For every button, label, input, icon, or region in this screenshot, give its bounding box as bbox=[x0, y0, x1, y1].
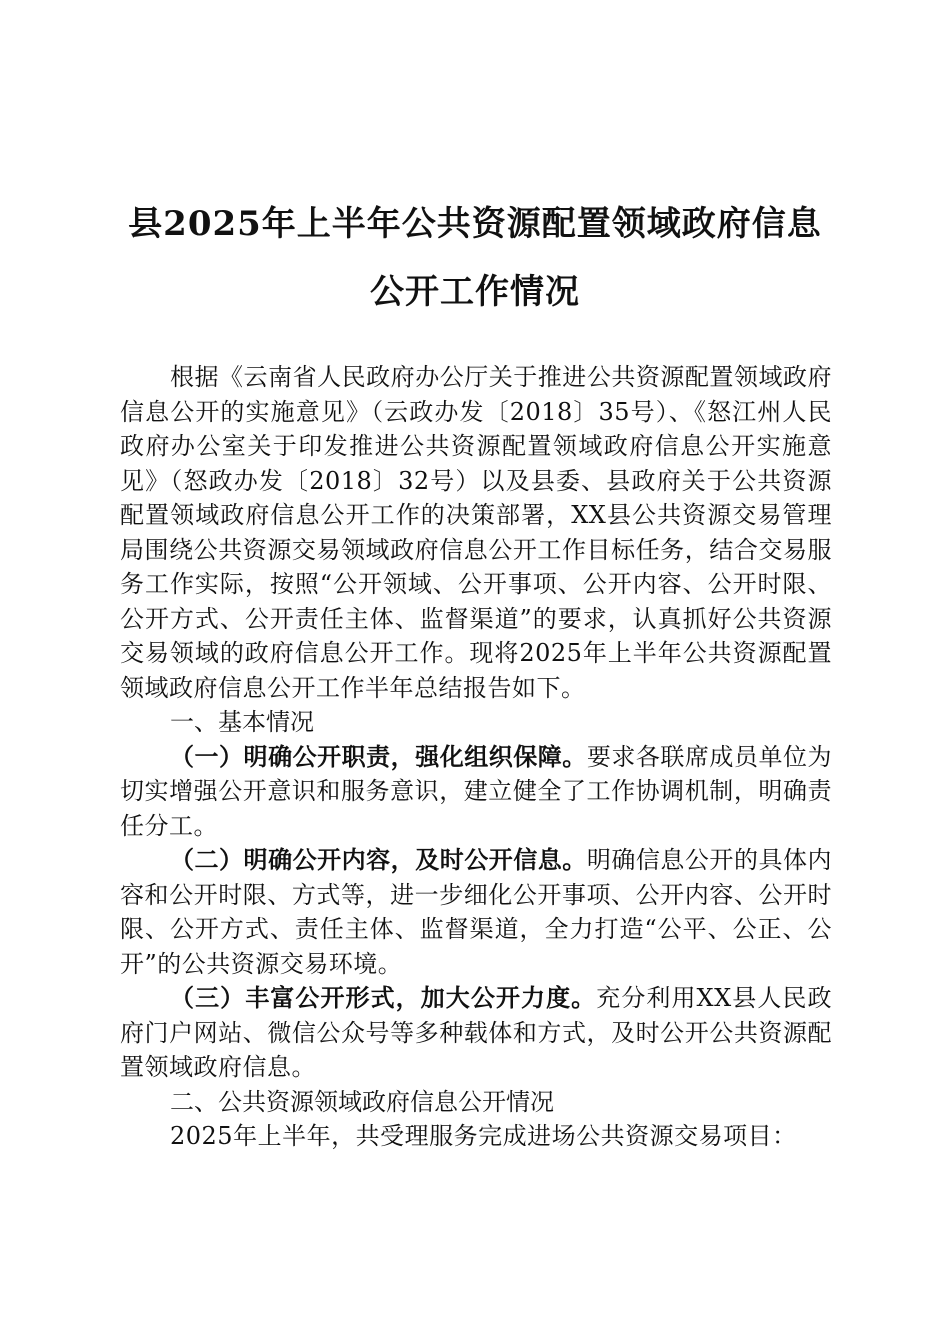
document-title-line-1: 县2025年上半年公共资源配置领域政府信息 bbox=[128, 204, 822, 244]
intro-paragraph: 根据《云南省人民政府办公厅关于推进公共资源配置领域政府信息公开的实施意见》（云政办发〔2018〕35号）、《怒江州人民政府办公室关于印发推进公共资源配置领域政府信息公开实施意见》（怒政办发〔2018〕32号）以及县委、县政府关于公共资源配置领域政府信息公开工作的决策部署，XX县公共资源交易管理局围绕公共资源交易领域政府信息公开工作目标任务，结合交易服务工作实际，按照“公开领域、公开事项、公开内容、公开时限、公开方式、公开责任主体、监督渠道”的要求，认真抓好公共资源交易领域的政府信息公开工作。现将2025年上半年公共资源配置领域政府信息公开工作半年总结报告如下。 bbox=[120, 363, 832, 702]
document-body bbox=[120, 360, 832, 1154]
item-2-text: 明确信息公开的具体内容和公开时限、方式等，进一步细化公开事项、公开内容、公开时限、公开方式、责任主体、监督渠道，全力打造“公平、公正、公开”的公共资源交易环境。 bbox=[120, 846, 833, 978]
item-1-lead: （一）明确公开职责，强化组织保障。 bbox=[170, 741, 587, 771]
item-3-lead: （三）丰富公开形式，加大公开力度。 bbox=[170, 983, 597, 1012]
item-3-text: 充分利用XX县人民政府门户网站、微信公众号等多种载体和方式，及时公开公共资源配置领域政府信息。 bbox=[120, 984, 833, 1081]
section-2-heading: 二、公共资源领域政府信息公开情况 bbox=[170, 1087, 554, 1116]
document-title-line-2: 公开工作情况 bbox=[370, 272, 580, 312]
item-2-lead: （二）明确公开内容，及时公开信息。 bbox=[170, 845, 587, 874]
item-3-paragraph bbox=[120, 981, 832, 1085]
item-1-paragraph bbox=[120, 740, 832, 844]
item-1-text: 要求各联席成员单位为切实增强公开意识和服务意识，建立健全了工作协调机制，明确责任分工。 bbox=[120, 742, 833, 840]
section-1-heading: 一、基本情况 bbox=[170, 708, 314, 736]
item-2-paragraph bbox=[120, 843, 832, 981]
section-2-paragraph: 2025年上半年，共受理服务完成进场公共资源交易项目： bbox=[170, 1122, 797, 1150]
